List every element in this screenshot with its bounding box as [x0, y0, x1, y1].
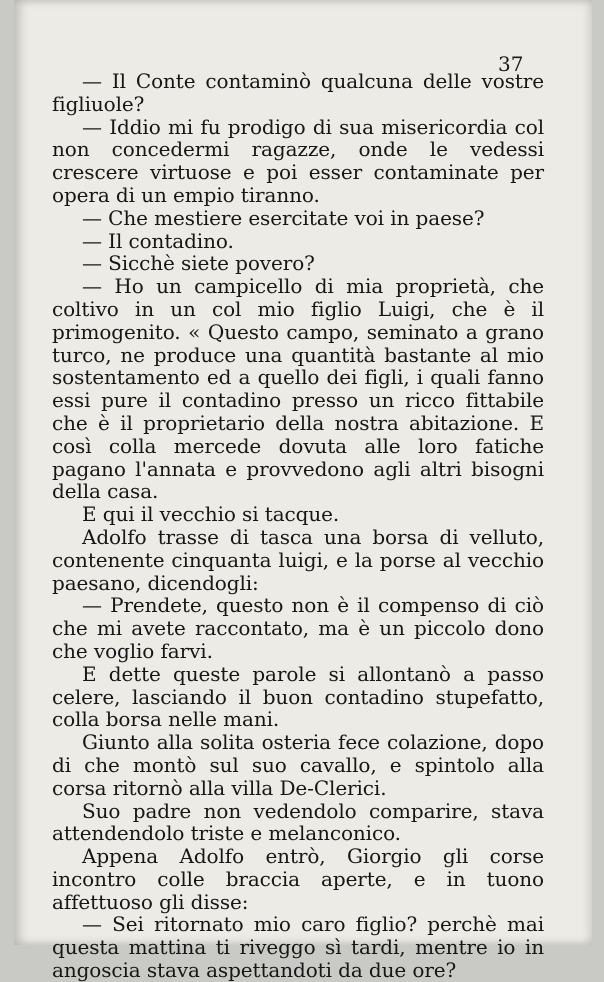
paragraph: Giunto alla solita osteria fece colazione, dopo di che montò sul suo cavallo, e spintolo alla corsa ritornò alla villa De-Clerici. [52, 730, 544, 800]
paragraph: Suo padre non vedendolo comparire, stava attendendolo triste e melanconico. [52, 798, 544, 846]
paragraph: Adolfo trasse di tasca una borsa di velluto, contenente cinquanta luigi, e la porse al vecchio paesano, dicendogli: [52, 524, 544, 595]
paragraph: — Che mestiere esercitate voi in paese? [82, 205, 485, 230]
paragraph: — Il contadino. [82, 228, 234, 253]
paragraph: — Iddio mi fu prodigo di sua misericordia col non concedermi ragazze, onde le vedessi crescere virtuose e poi esser contaminate per opera di un empio tiranno. [52, 114, 544, 207]
paragraph: E qui il vecchio si tacque. [82, 502, 340, 527]
paragraph: Appena Adolfo entrò, Giorgio gli corse incontro colle braccia aperte, e in tuono affettuoso gli disse: [52, 844, 544, 914]
paragraph: E dette queste parole si allontanò a passo celere, lasciando il buon contadino stupefatto, colla borsa nelle mani. [52, 661, 544, 732]
paragraph: — Prendete, questo non è il compenso di ciò che mi avete raccontato, ma è un piccolo dono che voglio farvi. [52, 593, 544, 663]
page-number: 37 [498, 52, 524, 76]
paragraph: — Il Conte contaminò qualcuna delle vostre figliuole? [52, 69, 544, 116]
book-page [14, 0, 592, 982]
paragraph: — Ho un campicello di mia proprietà, che coltivo in un col mio figlio Luigi, che è il primogenito. « Questo campo, seminato a grano turco, ne produce una quantità bastante al mio sostentamento ed a quello dei figli, i quali fanno essi pure il contadino presso un ricco fittabile che è il proprietario della nostra abitazione. E così colla mercede dovuta alle loro fatiche pagano l'annata e provvedono agli altri bisogni della casa. [52, 274, 544, 504]
paragraph: — Sei ritornato mio caro figlio? perchè mai questa mattina ti riveggo sì tardi, mentre io in angoscia stava aspettandoti da due ore? [52, 912, 544, 982]
paragraph: — Sicchè siete povero? [82, 251, 315, 276]
body-text [52, 70, 544, 982]
